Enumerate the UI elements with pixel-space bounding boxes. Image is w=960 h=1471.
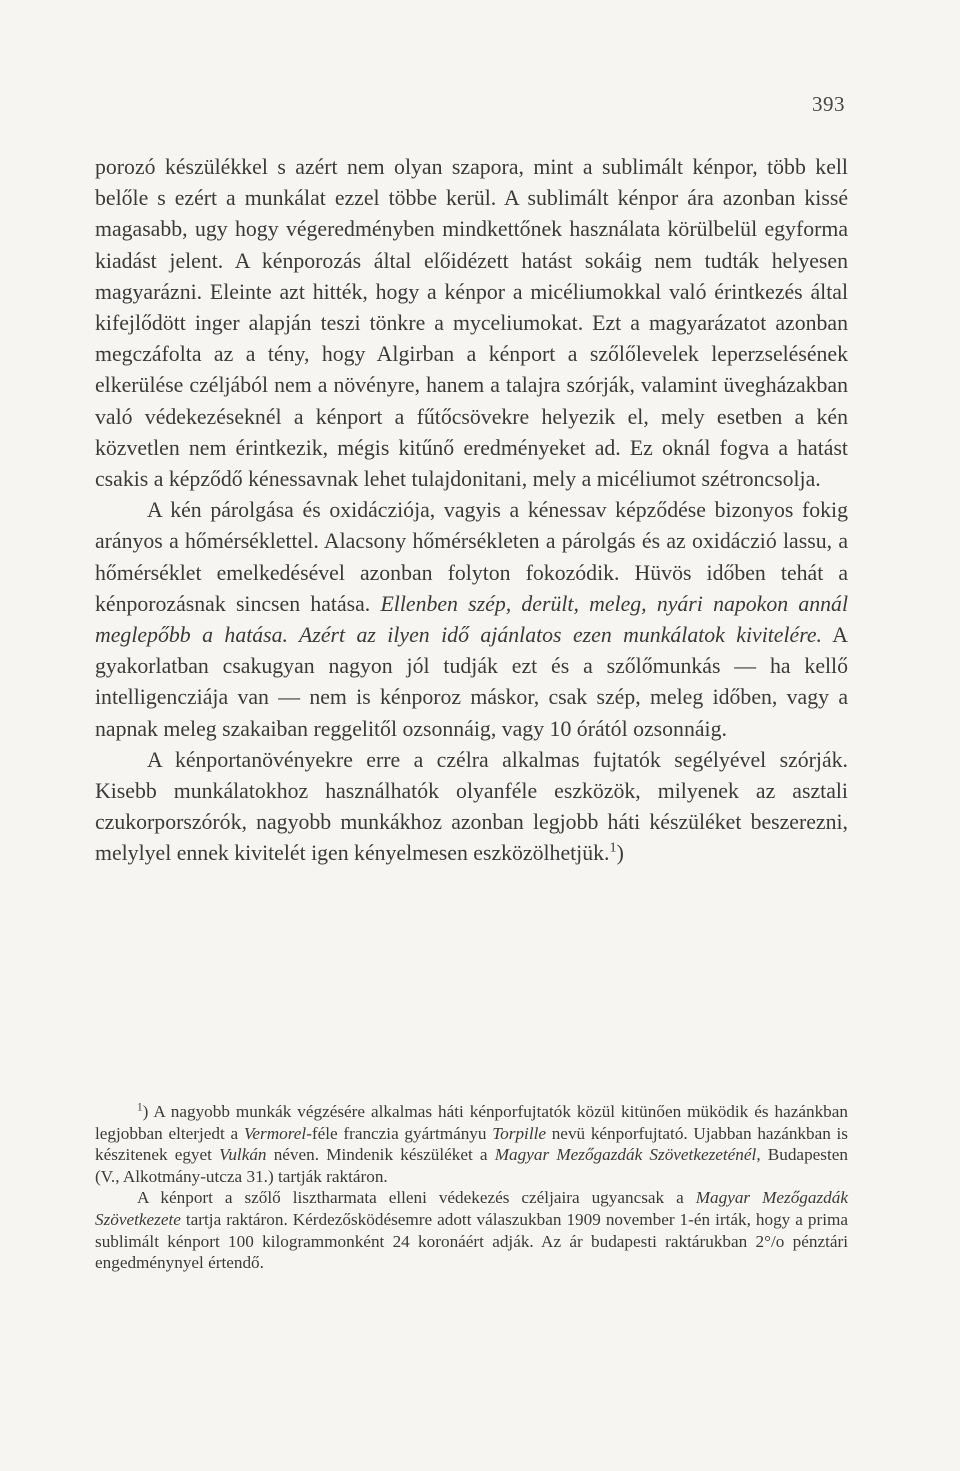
footnote-text: A kénport a szőlő lisztharmata elleni védekezés czéljaira ugyancsak a — [137, 1188, 696, 1208]
body-text — [95, 152, 848, 870]
footnote-text: tartja raktáron. Kérdezősködésemre adott válaszukban 1909 november 1-én irták, hogy a prima sublimált kénport 100 kilogrammonként 24 koronáért adják. Az ár budapesti raktárukban 2°/o pénztári engedménynyel értendő. — [95, 1209, 848, 1273]
footnote-text: néven. Mindenik készüléket a — [266, 1145, 495, 1165]
footnote-italic-text: Torpille — [492, 1123, 547, 1143]
footnote-italic-text: Magyar Mezőgazdák Szövetkezete — [95, 1188, 848, 1229]
footnote-text: ) A nagyobb munkák végzésére alkalmas háti kénporfujtatók közül kitünően müködik és hazánkban legjobban elterjedt a — [95, 1102, 848, 1143]
paragraph-text: ) — [616, 841, 624, 866]
paragraph-text: porozó készülékkel s azért nem olyan szapora, mint a sublimált kénpor, több kell belőle s ezért a munkálat ezzel többe kerül. A sublimált kénpor ára azonban kissé magasabb, ugy hogy végeredményben mindkettőnek használata körülbelül egyforma kiadást jelent. A kénporozás által előidézett hatást sokáig nem tudták helyesen magyarázni. Eleinte azt hitték, hogy a kénpor a micéliumokkal való érintkezés által kifejlődött inger alapján teszi tönkre a myceliumokat. Ezt a magyarázatot azonban megczáfolta az a tény, hogy Algirban a kénport a szőlőlevelek leperzselésének elkerülése czéljából nem a növényre, hanem a talajra szórják, valamint üvegházakban való védekezéseknél a kénport a fűtőcsövekre helyezik el, mely esetben a kén közvetlen nem érintkezik, mégis kitűnő eredményeket ad. Ez oknál fogva a hatást csakis a képződő kénessavnak lehet tulajdonitani, mely a micéliumot szétroncsolja. — [95, 155, 848, 492]
footnote-italic-text: Vulkán — [219, 1145, 267, 1165]
footnote — [95, 1101, 848, 1187]
footnote-italic-text: Vermorel — [243, 1123, 307, 1143]
footnote-italic-text: Magyar Mezőgazdák Szövetkezeténél — [494, 1145, 757, 1165]
footnote-marker: 1 — [609, 840, 617, 857]
footnote-text: , Budapesten (V., Alkotmány-utcza 31.) tartják raktáron. — [95, 1145, 848, 1186]
page-number: 393 — [812, 92, 845, 116]
paragraph — [95, 152, 848, 495]
paragraph-italic-text: Ellenben szép, derült, meleg, nyári napokon annál meglepőbb a hatása. Azért az ilyen idő ajánlatos ezen munkálatok kivitelére. — [95, 591, 849, 648]
paragraph-text: A kén párolgása és oxidácziója, vagyis a kénessav képződése bizonyos fokig arányos a hőmérséklettel. Alacsony hőmérsékleten a párolgás és az oxidáczió lassu, a hőmérséklet emelkedésével azonban folyton fokozódik. Hüvös időben tehát a kénporozásnak sincsen hatása. — [95, 498, 848, 616]
footnotes — [95, 1101, 848, 1274]
footnote — [95, 1187, 848, 1273]
paragraph-text: A gyakorlatban csakugyan nagyon jól tudják ezt és a szőlőmunkás — ha kellő intelligencziája van — nem is kénporoz máskor, csak szép, meleg időben, vagy a napnak meleg szakaiban reggelitől ozsonnáig, vagy 10 órától ozsonnáig. — [95, 623, 848, 741]
paragraph-text: A kénportanövényekre erre a czélra alkalmas fujtatók segélyével szórják. Kisebb munkálatokhoz használhatók olyanféle eszközök, milyenek az asztali czukorporszórók, nagyobb munkákhoz azonban legjobb háti készüléket beszerezni, melylyel ennek kivitelét igen kényelmesen eszközölhetjük. — [95, 747, 848, 866]
footnote-number: 1 — [137, 1101, 143, 1114]
footnote-text: nevü kénporfujtató. Ujabban hazánkban is készitenek egyet — [95, 1123, 848, 1165]
paragraph — [95, 745, 848, 870]
footnote-text: -féle franczia gyártmányu — [306, 1123, 493, 1143]
paragraph — [95, 495, 848, 745]
